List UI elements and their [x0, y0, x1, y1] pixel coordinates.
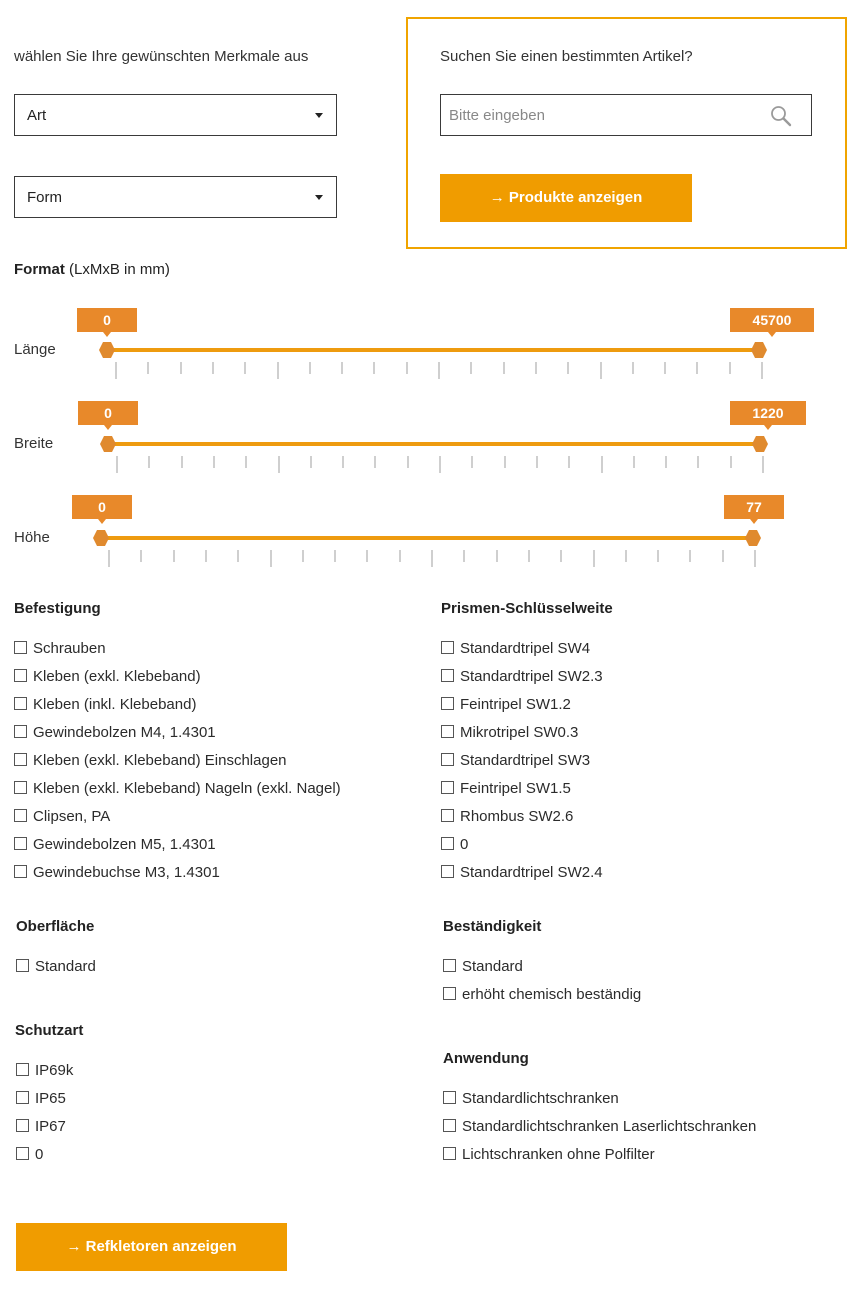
checkbox-item-prismen[interactable]: [441, 696, 571, 713]
checkbox-label: IP69k: [35, 1062, 74, 1079]
slider-tick: [496, 550, 498, 562]
slider-tick: [270, 550, 272, 567]
checkbox-item-befestigung[interactable]: [14, 780, 341, 797]
slider-breite-max-handle[interactable]: [752, 436, 768, 452]
slider-tick: [439, 456, 441, 473]
checkbox[interactable]: [14, 697, 27, 710]
checkbox[interactable]: [441, 669, 454, 682]
slider-label-breite: Breite: [14, 435, 54, 452]
slider-tick: [213, 456, 215, 468]
checkbox-label: Standardtripel SW3: [460, 752, 591, 769]
checkbox-item-befestigung[interactable]: [14, 836, 216, 853]
checkbox-label: Schrauben: [33, 640, 106, 657]
checkbox-label: erhöht chemisch beständig: [462, 986, 642, 1003]
checkbox[interactable]: [441, 837, 454, 850]
format-title: Format: [14, 261, 65, 278]
checkbox-label: Gewindebolzen M4, 1.4301: [33, 724, 216, 741]
slider-tick: [310, 456, 312, 468]
art-select-value: Art: [27, 107, 47, 124]
slider-tick: [601, 456, 603, 473]
checkbox[interactable]: [16, 959, 29, 972]
slider-laenge-max-handle[interactable]: [751, 342, 767, 358]
checkbox-label: Standardlichtschranken Laserlichtschranken: [462, 1118, 757, 1135]
slider-label-laenge: Länge: [14, 341, 56, 358]
slider-laenge-min-tag: 0: [77, 308, 137, 332]
slider-tick: [309, 362, 311, 374]
checkbox-label: 0: [460, 836, 469, 853]
search-field: [440, 94, 812, 136]
slider-tick: [116, 456, 118, 473]
checkbox-item-befestigung[interactable]: [14, 808, 110, 825]
slider-tick: [373, 362, 375, 374]
chevron-down-icon: [315, 195, 323, 200]
checkbox-item-bestaendigkeit[interactable]: [443, 958, 523, 975]
slider-tick: [277, 362, 279, 379]
slider-tick: [341, 362, 343, 374]
slider-hoehe-min-tag: 0: [72, 495, 132, 519]
slider-tick: [147, 362, 149, 374]
checkbox-label: Feintripel SW1.2: [460, 696, 571, 713]
slider-tick: [535, 362, 537, 374]
checkbox-label: IP65: [35, 1090, 66, 1107]
group-title-prismen: Prismen-Schlüsselweite: [441, 600, 613, 617]
checkbox[interactable]: [441, 753, 454, 766]
slider-breite-min-tag: 0: [78, 401, 138, 425]
slider-tick: [503, 362, 505, 374]
checkbox-item-bestaendigkeit[interactable]: [443, 986, 641, 1003]
art-select[interactable]: [14, 94, 337, 136]
slider-tick: [689, 550, 691, 562]
group-title-anwendung: Anwendung: [443, 1050, 529, 1067]
slider-breite-max-tag: 1220: [730, 401, 806, 425]
group-title-bestaendigkeit: Beständigkeit: [443, 918, 542, 935]
intro-text: wählen Sie Ihre gewünschten Merkmale aus: [14, 48, 309, 65]
checkbox[interactable]: [443, 1119, 456, 1132]
checkbox[interactable]: [443, 1091, 456, 1104]
checkbox[interactable]: [14, 865, 27, 878]
checkbox-label: Standard: [35, 958, 96, 975]
checkbox-label: Standardlichtschranken: [462, 1090, 619, 1107]
checkbox[interactable]: [441, 781, 454, 794]
checkbox[interactable]: [441, 865, 454, 878]
slider-tick: [431, 550, 433, 567]
slider-tick: [406, 362, 408, 374]
checkbox-item-anwendung[interactable]: [443, 1118, 756, 1135]
slider-tick: [697, 456, 699, 468]
slider-tick: [470, 362, 472, 374]
checkbox-label: Gewindebolzen M5, 1.4301: [33, 836, 216, 853]
slider-hoehe-track[interactable]: [101, 536, 753, 540]
slider-tick: [730, 456, 732, 468]
slider-tick: [237, 550, 239, 562]
slider-tick: [471, 456, 473, 468]
group-title-befestigung: Befestigung: [14, 600, 101, 617]
checkbox[interactable]: [16, 1091, 29, 1104]
search-panel: [406, 17, 847, 249]
checkbox-label: Lichtschranken ohne Polfilter: [462, 1146, 655, 1163]
checkbox[interactable]: [14, 641, 27, 654]
checkbox-item-prismen[interactable]: [441, 640, 590, 657]
slider-tick: [334, 550, 336, 562]
slider-tick: [528, 550, 530, 562]
slider-tick: [463, 550, 465, 562]
checkbox-label: Standard: [462, 958, 523, 975]
checkbox-label: Mikrotripel SW0.3: [460, 724, 579, 741]
checkbox[interactable]: [14, 725, 27, 738]
slider-tick: [762, 456, 764, 473]
search-title: Suchen Sie einen bestimmten Artikel?: [440, 48, 693, 65]
slider-tick: [536, 456, 538, 468]
slider-tick: [729, 362, 731, 374]
slider-tick: [244, 362, 246, 374]
checkbox-label: Feintripel SW1.5: [460, 780, 571, 797]
slider-tick: [366, 550, 368, 562]
slider-tick: [278, 456, 280, 473]
checkbox[interactable]: [441, 809, 454, 822]
slider-tick: [108, 550, 110, 567]
checkbox-item-anwendung[interactable]: [443, 1146, 655, 1163]
slider-tick: [567, 362, 569, 374]
slider-tick: [399, 550, 401, 562]
slider-tick: [665, 456, 667, 468]
search-input[interactable]: [441, 95, 761, 135]
checkbox[interactable]: [14, 753, 27, 766]
slider-laenge-max-tag: 45700: [730, 308, 814, 332]
slider-tick: [560, 550, 562, 562]
slider-tick: [657, 550, 659, 562]
checkbox-item-befestigung[interactable]: [14, 668, 201, 685]
slider-tick: [245, 456, 247, 468]
slider-tick: [438, 362, 440, 379]
slider-tick: [600, 362, 602, 379]
checkbox-item-befestigung[interactable]: [14, 696, 196, 713]
checkbox-label: Kleben (exkl. Klebeband) Nageln (exkl. Nagel): [33, 780, 341, 797]
checkbox-item-prismen[interactable]: [441, 780, 571, 797]
slider-tick: [722, 550, 724, 562]
checkbox-label: Standardtripel SW2.3: [460, 668, 603, 685]
format-heading: [14, 261, 170, 278]
checkbox-item-schutzart[interactable]: [16, 1090, 66, 1107]
slider-tick: [205, 550, 207, 562]
checkbox-item-schutzart[interactable]: [16, 1146, 43, 1163]
slider-tick: [302, 550, 304, 562]
slider-tick: [761, 362, 763, 379]
slider-tick: [115, 362, 117, 379]
checkbox-item-oberflaeche[interactable]: [16, 958, 96, 975]
slider-laenge-track[interactable]: [107, 348, 759, 352]
search-icon[interactable]: [769, 104, 793, 128]
slider-hoehe-max-tag: 77: [724, 495, 784, 519]
checkbox-item-schutzart[interactable]: [16, 1062, 73, 1079]
slider-breite-min-handle[interactable]: [100, 436, 116, 452]
show-reflectors-button[interactable]: → Refkletoren anzeigen: [16, 1223, 287, 1271]
slider-tick: [212, 362, 214, 374]
checkbox[interactable]: [441, 725, 454, 738]
slider-tick: [593, 550, 595, 567]
group-title-schutzart: Schutzart: [15, 1022, 84, 1039]
checkbox-label: 0: [35, 1146, 44, 1163]
slider-tick: [696, 362, 698, 374]
checkbox[interactable]: [443, 959, 456, 972]
checkbox[interactable]: [14, 837, 27, 850]
checkbox-item-befestigung[interactable]: [14, 640, 106, 657]
checkbox-item-befestigung[interactable]: [14, 724, 216, 741]
checkbox-item-prismen[interactable]: [441, 864, 603, 881]
checkbox[interactable]: [14, 809, 27, 822]
show-products-button[interactable]: → Produkte anzeigen: [440, 174, 692, 222]
checkbox-label: Kleben (exkl. Klebeband): [33, 668, 201, 685]
chevron-down-icon: [315, 113, 323, 118]
slider-tick: [664, 362, 666, 374]
checkbox-item-anwendung[interactable]: [443, 1090, 619, 1107]
slider-tick: [140, 550, 142, 562]
checkbox[interactable]: [443, 987, 456, 1000]
checkbox-label: IP67: [35, 1118, 66, 1135]
slider-tick: [632, 362, 634, 374]
checkbox[interactable]: [14, 669, 27, 682]
slider-hoehe-min-handle[interactable]: [93, 530, 109, 546]
slider-breite-track[interactable]: [108, 442, 760, 446]
checkbox-item-schutzart[interactable]: [16, 1118, 66, 1135]
checkbox-label: Gewindebuchse M3, 1.4301: [33, 864, 220, 881]
slider-tick: [181, 456, 183, 468]
checkbox-item-prismen[interactable]: [441, 752, 590, 769]
checkbox-label: Standardtripel SW2.4: [460, 864, 603, 881]
slider-tick: [342, 456, 344, 468]
slider-tick: [180, 362, 182, 374]
checkbox-item-prismen[interactable]: [441, 668, 603, 685]
format-subtitle: (LxMxB in mm): [64, 261, 170, 278]
slider-laenge-ticks: [115, 362, 763, 380]
checkbox-item-befestigung[interactable]: [14, 752, 287, 769]
slider-tick: [407, 456, 409, 468]
slider-hoehe-ticks: [108, 550, 756, 568]
slider-tick: [504, 456, 506, 468]
checkbox-label: Standardtripel SW4: [460, 640, 591, 657]
checkbox-item-prismen[interactable]: [441, 808, 573, 825]
checkbox[interactable]: [16, 1119, 29, 1132]
checkbox-item-prismen[interactable]: [441, 724, 578, 741]
group-title-oberflaeche: Oberfläche: [16, 918, 95, 935]
slider-breite-ticks: [116, 456, 764, 474]
checkbox-item-prismen[interactable]: [441, 836, 468, 853]
slider-tick: [633, 456, 635, 468]
slider-tick: [568, 456, 570, 468]
slider-hoehe-max-handle[interactable]: [745, 530, 761, 546]
slider-tick: [173, 550, 175, 562]
checkbox[interactable]: [441, 641, 454, 654]
slider-tick: [374, 456, 376, 468]
slider-tick: [754, 550, 756, 567]
checkbox-label: Clipsen, PA: [33, 808, 111, 825]
checkbox[interactable]: [441, 697, 454, 710]
checkbox-label: Kleben (inkl. Klebeband): [33, 696, 197, 713]
checkbox-label: Kleben (exkl. Klebeband) Einschlagen: [33, 752, 287, 769]
form-select-value: Form: [27, 189, 62, 206]
checkbox-label: Rhombus SW2.6: [460, 808, 574, 825]
slider-tick: [625, 550, 627, 562]
slider-label-hoehe: Höhe: [14, 529, 50, 546]
slider-tick: [148, 456, 150, 468]
checkbox[interactable]: [14, 781, 27, 794]
checkbox-item-befestigung[interactable]: [14, 864, 220, 881]
checkbox[interactable]: [16, 1147, 29, 1160]
form-select[interactable]: [14, 176, 337, 218]
checkbox[interactable]: [16, 1063, 29, 1076]
checkbox[interactable]: [443, 1147, 456, 1160]
slider-laenge-min-handle[interactable]: [99, 342, 115, 358]
